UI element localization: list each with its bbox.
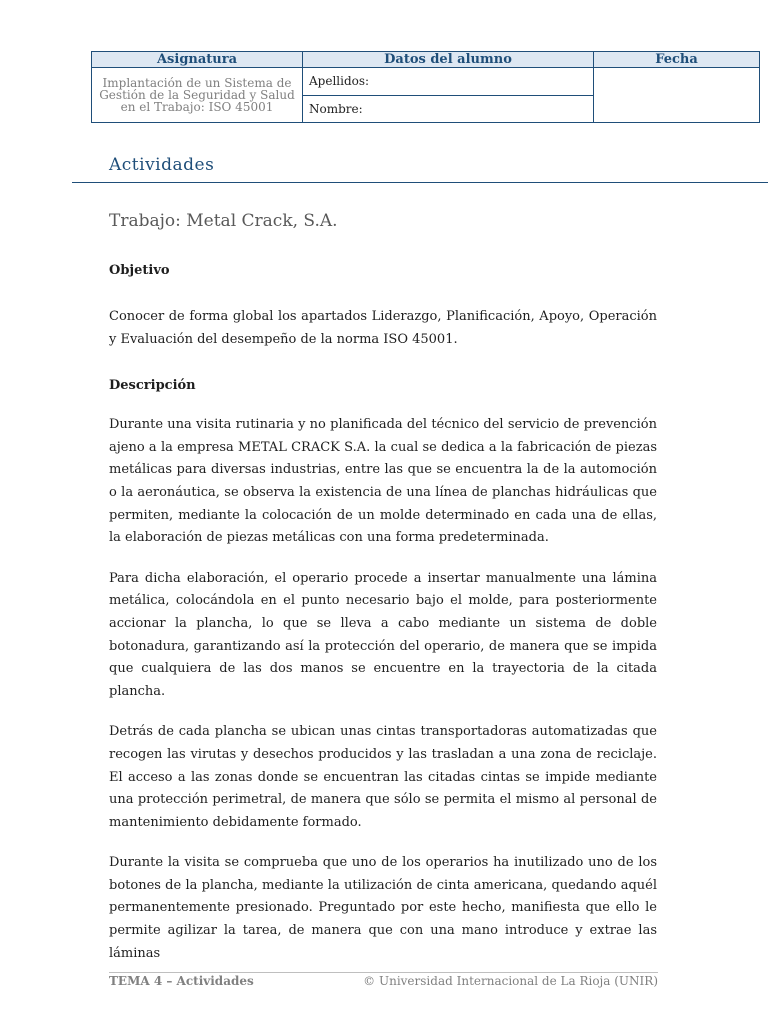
section-title: Actividades [109,155,215,175]
description-heading: Descripción [109,378,196,394]
surname-field[interactable]: Apellidos: [303,68,594,96]
description-paragraph: Para dicha elaboración, el operario procede a insertar manualmente una lámina metálica, colocándola en el punto necesario bajo el molde, para posteriormente accionar la plancha, lo que se lleva a cabo mediante un sistema de doble botonadura, garantizando así la protección del operario, de manera que se impida que cualquiera de las dos manos se encuentre en la trayectoria de la citada plancha. [109,570,657,699]
section-divider [72,182,768,183]
footer-divider [109,972,658,973]
document-body [109,261,657,965]
objective-heading: Objetivo [109,263,170,278]
student-data-column-header: Datos del alumno [303,52,594,68]
date-column-header: Fecha [594,52,760,68]
description-paragraph: Detrás de cada plancha se ubican unas cintas transportadoras automatizadas que recogen las virutas y desechos producidos y las trasladan a una zona de reciclaje. El acceso a las zonas donde se encuentran las citadas cintas se impide mediante una protección perimetral, de manera que sólo se permita el mismo al personal de mantenimiento debidamente formado. [109,724,657,830]
footer-copyright: © Universidad Internacional de La Rioja (UNIR) [363,974,658,988]
subject-value: Implantación de un Sistema de Gestión de la Seguridad y Salud en el Trabajo: ISO 45001 [92,68,303,123]
description-paragraph: Durante la visita se comprueba que uno de los operarios ha inutilizado uno de los botones de la plancha, mediante la utilización de cinta americana, quedando aquél permanentemente presionado. Preguntado por este hecho, manifiesta que ello le permite agilizar la tarea, de manera que con una mano introduce y extrae las láminas [109,855,657,961]
document-title: Trabajo: Metal Crack, S.A. [109,211,338,231]
date-field[interactable] [594,68,760,123]
footer-topic: TEMA 4 – Actividades [109,974,254,988]
header-table [91,51,760,123]
description-paragraph: Durante una visita rutinaria y no planificada del técnico del servicio de prevención ajeno a la empresa METAL CRACK S.A. la cual se dedica a la fabricación de piezas metálicas para diversas industrias, entre las que se encuentra la de la automoción o la aeronáutica, se observa la existencia de una línea de planchas hidráulicas que permiten, mediante la colocación de un molde determinado en cada una de ellas, la elaboración de piezas metálicas con una forma predeterminada. [109,417,657,546]
name-field[interactable]: Nombre: [303,95,594,123]
subject-column-header: Asignatura [92,52,303,68]
objective-text: Conocer de forma global los apartados Liderazgo, Planificación, Apoyo, Operación y Evaluación del desempeño de la norma ISO 45001. [109,309,657,347]
